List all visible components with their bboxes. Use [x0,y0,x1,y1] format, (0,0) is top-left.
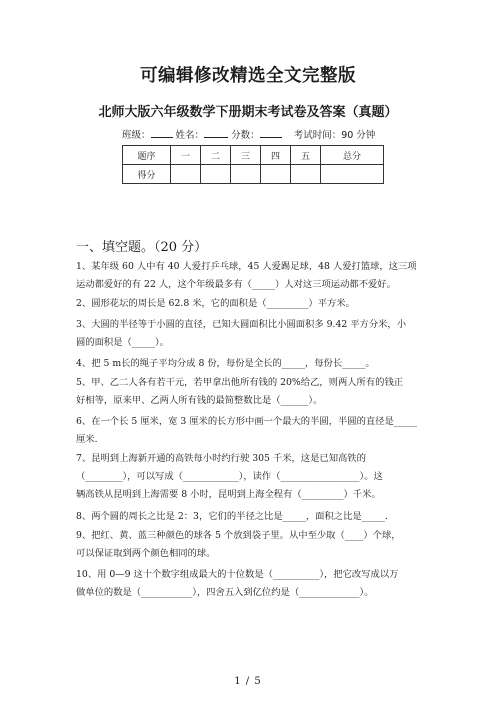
score-input-cell [171,165,201,184]
exam-time: 考试时间：90 分钟 [293,130,376,141]
question-3 [76,316,421,352]
table-cell: 总分 [321,146,384,165]
question-line: 做单位的数是（___________），四舍五入到亿位约是（_____________）。 [76,587,374,599]
question-line: 10、用 0—9 这十个数字组成最大的十位数是（__________），把它改写成以万 [76,569,399,580]
table-cell: 得分 [123,165,171,184]
question-5 [76,374,421,410]
score-table-score-row [123,165,384,184]
table-cell: 三 [231,146,261,165]
name-blank [204,128,228,138]
score-input-cell [321,165,384,184]
score-input-cell [201,165,231,184]
question-line: 8、两个圆的周长之比是 2：3，它们的半径之比是_____，面积之比是_____. [76,511,388,522]
question-line: 1、某年级 60 人中有 40 人爱打乒乓球，45 人爱踢足球，48 人爱打篮球，这三项 [76,261,417,272]
question-4 [76,355,421,373]
question-2 [76,295,421,313]
question-line: 5、甲、乙二人各有若干元，若甲拿出他所有钱的 20%给乙，则两人所有的钱正 [76,377,404,388]
score-table [122,145,384,184]
class-label: 班级： [122,130,151,141]
question-10 [76,566,421,602]
question-line: 3、大圆的半径等于小圆的直径，已知大圆面积比小圆面积多 9.42 平方分米，小 [76,319,407,330]
question-1 [76,258,421,294]
question-line: 4、把 5 m长的绳子平均分成 8 份，每份是全长的_____，每份长_____。 [76,358,375,369]
student-info-line [122,127,375,141]
table-cell: 题序 [123,146,171,165]
table-cell: 四 [261,146,291,165]
section-heading: 一、填空题。（20 分） [76,240,208,255]
score-table-header-row [123,146,384,165]
table-cell: 二 [201,146,231,165]
question-6 [76,413,421,449]
question-line: 好相等，原来甲、乙两人所有钱的最简整数比是（______）。 [76,395,323,407]
question-7 [76,450,421,505]
question-line: 厘米. [76,434,98,446]
table-cell: 一 [171,146,201,165]
question-line: 7、昆明到上海新开通的高铁每小时约行驶 305 千米，这是已知高铁的 [76,453,366,464]
question-line: 辆高铁从昆明到上海需要 8 小时，昆明到上海全程有（_________）千米。 [76,489,381,501]
question-line: （________），可以写成（____________），读作（_________________）。这 [76,471,383,483]
page-indicator: 1 / 5 [234,676,262,687]
question-line: 圆的面积是（_____）。 [76,337,169,349]
question-line: 6、在一个长 5 厘米，宽 3 厘米的长方形中画一个最大的半圆，半圆的直径是_____ [76,416,418,427]
question-line: 可以保证取到两个颜色相同的球。 [76,548,216,560]
question-line: 2、圆形花坛的周长是 62.8 米，它的面积是（_________）平方米。 [76,298,355,309]
main-title: 可编辑修改精选全文完整版 [140,66,356,86]
score-input-cell [261,165,291,184]
score-blank [260,128,282,138]
table-cell: 五 [291,146,321,165]
name-label: 姓名： [175,130,205,141]
question-9 [76,527,421,563]
question-line: 运动都爱好的有 22 人，这个年级最多有（_____）人对这三项运动都不爱好。 [76,279,396,291]
exam-title: 北师大版六年级数学下册期末考试卷及答案（真题） [98,105,398,120]
class-blank [151,128,173,138]
score-input-cell [291,165,321,184]
question-8 [76,508,421,526]
score-label: 分数： [231,130,260,141]
question-line: 9、把红、黄、蓝三种颜色的球各 5 个放到袋子里。从中至少取（____）个球， [76,530,401,541]
score-input-cell [231,165,261,184]
